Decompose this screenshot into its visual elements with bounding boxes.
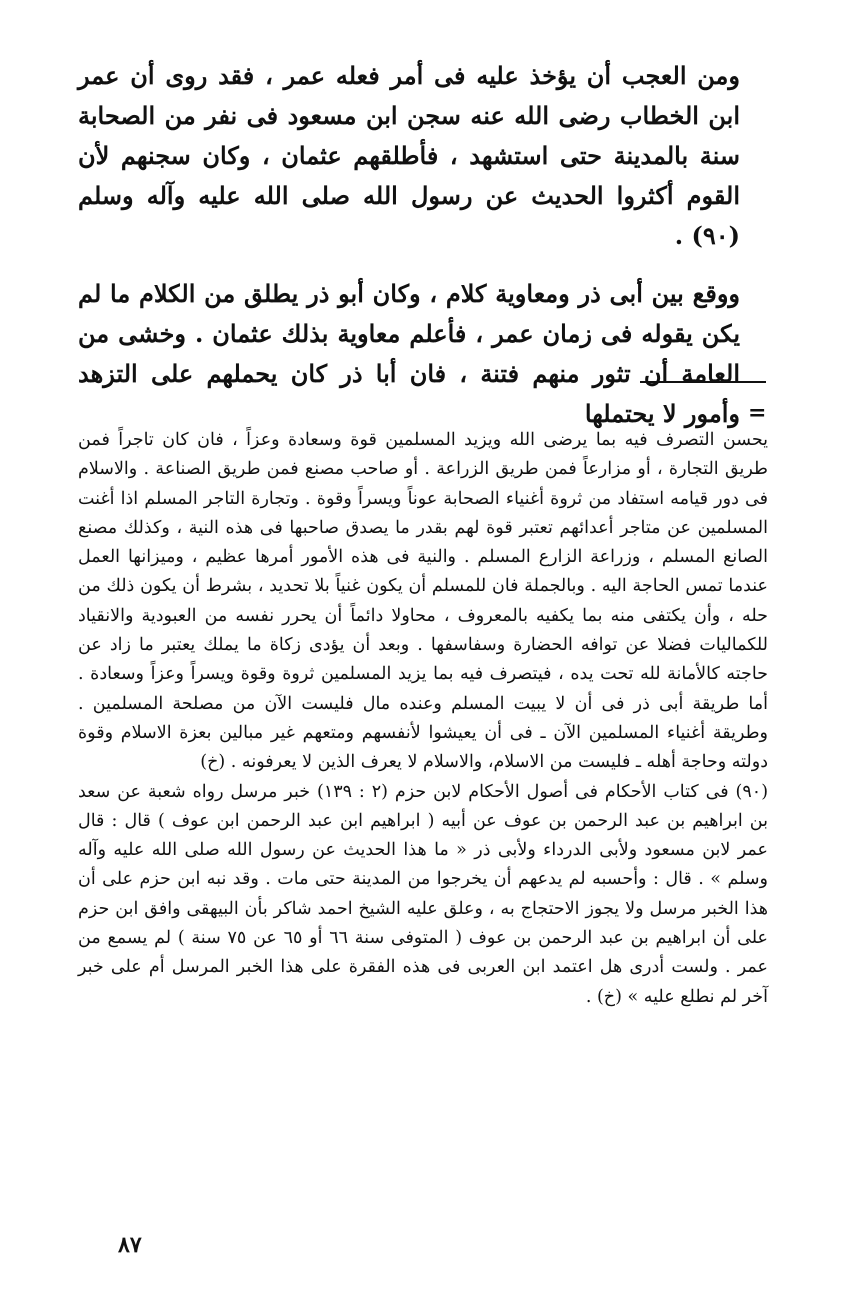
footnote-90: (٩٠) فى كتاب الأحكام فى أصول الأحكام لابن حزم (٢ : ١٣٩) خبر مرسل رواه شعبة عن سعد بن ابراهيم بن عبد الرحمن بن عوف عن أبيه ( ابراهيم ابن عبد الرحمن ابن عوف ) قال : قال عمر لابن مسعود ولأبى الدرداء ولأبى ذر « ما هذا الحديث عن رسول الله صلى الله عليه وآله وسلم » . قال : وأحسبه لم يدعهم أن يخرجوا من المدينة حتى مات . وقد نبه ابن حزم على أن هذا الخبر مرسل ولا يجوز الاحتجاج به ، وعلق عليه الشيخ احمد شاكر بأن البيهقى وافق ابن حزم على أن ابراهيم بن عبد الرحمن بن عوف ( المتوفى سنة ٦٦ أو ٦٥ عن ٧٥ سنة ) لم يسمع من عمر . ولست أدرى هل اعتمد ابن العربى فى هذه الفقرة على هذا الخبر المرسل أم على خبر آخر لم نطلع عليه » (خ) . [78,781,769,1007]
footnote-continuation-mark: = [748,400,767,426]
footnotes [78,426,768,1012]
main-text [78,56,740,434]
footnote-continuation: يحسن التصرف فيه بما يرضى الله ويزيد المسلمين قوة وسعادة وعزاً ، فان كان تاجراً فمن طريق التجارة ، أو مزارعاً فمن طريق الزراعة . أو صاحب مصنع فمن طريق الصناعة . والاسلام فى دور قيامه استفاد من ثروة أغنياء الصحابة عوناً ويسراً وقوة . وتجارة التاجر المسلم اذا أغنت المسلمين عن متاجر أعدائهم تعتبر قوة لهم بقدر ما يصدق صاحبها فى هذه النية ، وكذلك مصنع الصانع المسلم ، وزراعة الزارع المسلم . والنية فى هذه الأمور أمرها عظيم ، وميزانها العمل عندما تمس الحاجة اليه . وبالجملة فان للمسلم أن يكون غنياً بلا تحديد ، بشرط أن يكون ذلك من حله ، وأن يكتفى منه بما يكفيه بالمعروف ، محاولا دائماً أن يحرر نفسه من العبودية والانقياد للكماليات فضلا عن توافه الحضارة وسفاسفها . وبعد أن يؤدى زكاة ما يملك يعتبر ما زاد عن حاجته كالأمانة لله تحت يده ، فيتصرف فيه بما يزيد المسلمين ثروة وقوة ويسراً وعزاً وسعادة . أما طريقة أبى ذر فى أن لا يبيت المسلم وعنده مال فليست الآن من مصلحة المسلمين . وطريقة أغنياء المسلمين الآن ـ فى أن يعيشوا لأنفسهم ومتعهم غير مبالين بعزة الاسلام وقوة دولته وحاجة أهله ـ فليست من الاسلام، والاسلام لا يعرف الذين لا يعرفونه . (خ) [78,430,768,773]
main-paragraph-1: ومن العجب أن يؤخذ عليه فى أمر فعله عمر ، فقد روى أن عمر ابن الخطاب رضى الله عنه سجن ابن مسعود فى نفر من الصحابة سنة بالمدينة حتى استشهد ، فأطلقهم عثمان ، وكان سجنهم لأن القوم أكثروا الحديث عن رسول الله صلى الله عليه وآله وسلم (٩٠) . [78,61,741,250]
page-number: ٨٧ [118,1232,142,1258]
main-paragraph-2: ووقع بين أبى ذر ومعاوية كلام ، وكان أبو ذر يطلق من الكلام ما لم يكن يقوله فى زمان عمر ، فأعلم معاوية بذلك عثمان . وخشى من العامة أن تثور منهم فتنة ، فان أبا ذر كان يحملهم على التزهد وأمور لا يحتملها [78,279,740,428]
footnote-separator [640,381,766,383]
